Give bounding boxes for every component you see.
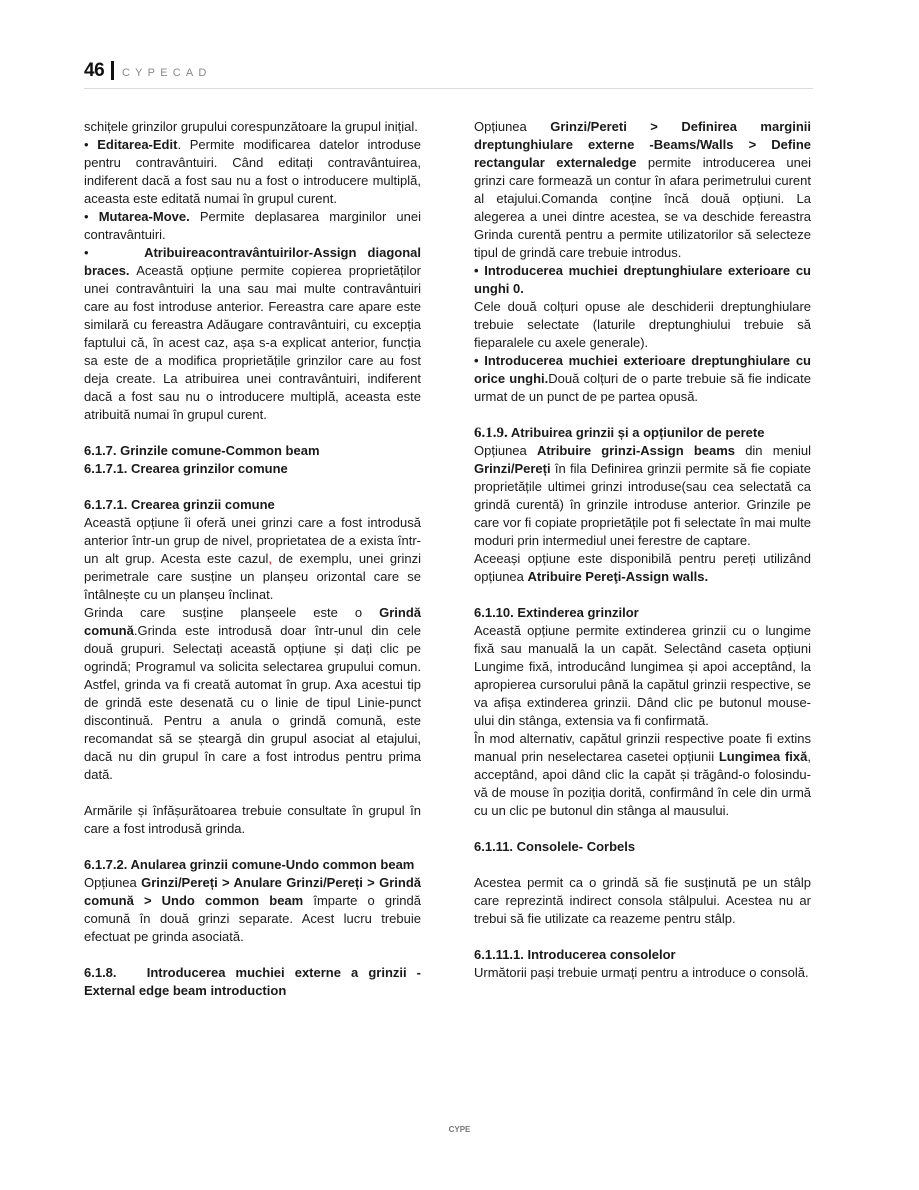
term-move: Mutarea-Move. (98, 209, 190, 224)
term-menu-path: Grinzi/Pereți > Anulare Grinzi/Pereți > Grindă comună > Undo common beam (84, 875, 421, 908)
paragraph (474, 730, 811, 820)
heading-number: 6.1.9. (474, 425, 508, 441)
heading-6-1-8: 6.1.8. Introducerea muchiei externe a grinzii - External edge beam introduction (84, 965, 425, 998)
bullet-text: Această opțiune permite copierea proprietăților unei contravântuiri la una sau mai multe contravântuiri care au fost introduse anterior. Fereastra care apare este similară cu fereastra Adăugare contravântuiri, cu excepția faptului că, în acest caz, așa s-a explicat anterior, funcția sa este de a modifica proprietățile grinzilor care au fost deja create. La atribuirea unei contravântuiri, indiferent dacă a fost sau nu o introducere multiplă, aceasta este atribuită numai în grupul curent. (84, 263, 425, 422)
spacer (474, 586, 811, 604)
text: în fila Definirea grinzii permite să fie copiate proprietățile ultimei grinzi introduse(sau cea selectată ca grindă curentă) în grinzile introduse anterior. Grinzile pe care vor fi copiate proprietățile pot fi selectate în mai multe moduri prin intermediul unei ferestre de captare. (474, 461, 811, 548)
heading-6-1-7-1-a: 6.1.7.1. Crearea grinzilor comune (84, 461, 288, 476)
text: .Grinda este introdusă doar într-unul din cele două grupuri. Selectați această opțiune și dați clic pe ogrindă; Programul va solicita selectarea grupului comun. Astfel, grinda va fi creată automat în grup. Axa acestui tip de grindă este desenată cu o linie de tipul Linie-punct discontinuă. Pentru a anula o grindă comună, este recomandat să se șteargă din grupul asociat al etajului, dacă nu din grupul în care a fost introdus pentru prima dată. (84, 623, 421, 782)
term-fixed-length: Lungimea fixă (718, 749, 808, 764)
spacer (84, 478, 421, 496)
text: Opțiunea (474, 443, 537, 458)
heading-6-1-10: 6.1.10. Extinderea grinzilor (474, 605, 639, 620)
page-number: 46 (84, 60, 105, 81)
term-assign-braces: Atribuireacontravântuirilor-Assign diagonal braces. (84, 245, 425, 278)
paragraph: Această opțiune permite extinderea grinzii cu o lungime fixă sau manuală la un capăt. Selectând caseta opțiuni Lungime fixă, introducând lungimea și apoi acceptând, la apropierea cursorului până la capătul grinzii respective, se va afișa extinderea grinzii. Dând clic pe butonul mouse-ului din stânga, extensia va fi confirmată. (474, 623, 811, 728)
bullet-edit (84, 136, 421, 208)
term-edit: Editarea-Edit (97, 137, 178, 152)
bullet-text: . Permite modificarea datelor introduse pentru contravântuiri. Când editați contravântuirea, indiferent dacă a fost sau nu a fost o introducere multiplă, aceasta este editată numai în grupul curent. (84, 137, 421, 206)
bullet-mark: • (84, 245, 145, 260)
paragraph (84, 604, 421, 784)
page-footer: CYPE (448, 1125, 471, 1134)
bullet-angle-zero: • Introducerea muchiei dreptunghiulare exterioare cu unghi 0. (474, 263, 811, 296)
bullet-mark: • (84, 137, 98, 152)
spacer (474, 406, 811, 424)
paragraph: Următorii pași trebuie urmați pentru a introduce o consolă. (474, 965, 809, 980)
term-common-beam: Grindă comună (84, 605, 421, 638)
spacer (84, 946, 421, 964)
page-header (84, 60, 813, 89)
paragraph (474, 442, 811, 550)
paragraph (474, 118, 811, 262)
header-separator (111, 61, 114, 80)
paragraph (84, 514, 421, 604)
header-brand: CYPECAD (122, 67, 212, 79)
spacer (84, 424, 421, 442)
bullet-mark: • (84, 209, 99, 224)
text: Opțiunea (474, 119, 551, 134)
text: împarte o grindă comună în două grinzi separate. Acest lucru trebuie efectuat pe grinda asociată. (84, 893, 421, 944)
heading-6-1-11-1: 6.1.11.1. Introducerea consolelor (474, 947, 676, 962)
left-column (84, 118, 425, 1000)
paragraph: schițele grinzilor grupului corespunzătoare la grupul inițial. (84, 119, 418, 134)
term-assign-walls: Atribuire Pereţi-Assign walls. (527, 569, 709, 584)
text: Aceeași opțiune este disponibilă pentru pereți utilizând opțiunea (474, 551, 811, 584)
heading-6-1-9 (474, 424, 811, 442)
text: Opțiunea (84, 875, 142, 890)
text: din meniul (735, 443, 812, 458)
spacer (474, 928, 811, 946)
paragraph: Acestea permit ca o grindă să fie susținută pe un stâlp care reprezintă indirect consola stâlpului. Acestea nu ar trebui să fie utilizate ca reazeme pentru stâlp. (474, 875, 811, 926)
bullet-assign-braces (84, 244, 425, 424)
heading-6-1-7-1-b: 6.1.7.1. Crearea grinzii comune (84, 497, 275, 512)
spacer (474, 856, 811, 874)
term-menu: Grinzi/Pereți (474, 461, 551, 476)
heading-6-1-7-2: 6.1.7.2. Anularea grinzii comune-Undo common beam (84, 857, 415, 872)
heading-text: Atribuirea grinzii și a opțiunilor de perete (507, 425, 765, 440)
paragraph: Armările și înfășurătoarea trebuie consultate în grupul în care a fost introdusă grinda. (84, 803, 421, 836)
text: de exemplu, unei grinzi perimetrale care susține un planșeu orizontal care se întâlnește cu un planșeu înclinat. (84, 551, 421, 602)
spacer (474, 820, 811, 838)
term-assign-beams: Atribuire grinzi-Assign beams (536, 443, 736, 458)
text: permite introducerea unei grinzi care formează un contur în afara perimetrului curent al etajului.Comanda conține încă două opțiuni. La alegerea a unei dintre acestea, se va deschide fereastra Grinda curentă pentru a permite utilizatorilor să selecteze tipul de grindă care trebuie introdus. (474, 155, 811, 260)
spacer (84, 838, 421, 856)
paragraph: Cele două colțuri opuse ale deschiderii dreptunghiulare trebuie selectate (laturile dreptunghiului trebuie să fieparalele cu axele generale). (474, 299, 811, 350)
text: Această opțiune îi oferă unei grinzi care a fost introdusă anterior într-un grup de nivel, proprietatea de a exista într-un alt grup. Acesta este cazul (84, 515, 421, 566)
bullet-move (84, 208, 421, 244)
paragraph (84, 874, 421, 946)
spacer (84, 784, 421, 802)
heading-6-1-7: 6.1.7. Grinzile comune-Common beam (84, 443, 320, 458)
text: În mod alternativ, capătul grinzii respective poate fi extins manual prin neselectarea casetei opțiunii (474, 731, 811, 764)
right-column (474, 118, 811, 982)
bullet-any-angle (474, 352, 811, 406)
text: Două colțuri de o parte trebuie să fie indicate urmat de un punct de pe partea opusă. (474, 371, 811, 404)
heading-6-1-11: 6.1.11. Consolele- Corbels (474, 839, 636, 854)
text-mark: , (268, 551, 273, 566)
text: Grinda care susține planșeele este o (84, 605, 380, 620)
paragraph (474, 550, 811, 586)
term-menu-path: Grinzi/Pereti > Definirea marginii dreptunghiulare externe -Beams/Walls > Define rectangular externaledge (474, 119, 812, 170)
text: , acceptând, apoi dând clic la capăt și trăgând-o folosindu-vă de mouse în poziția dorită, confirmând în cele din urmă cu un clic pe butonul din stânga al mausului. (474, 749, 811, 818)
term: • Introducerea muchiei exterioare dreptunghiulare cu orice unghi. (474, 353, 811, 386)
bullet-text: Permite deplasarea marginilor unei contravântuiri. (84, 209, 421, 242)
